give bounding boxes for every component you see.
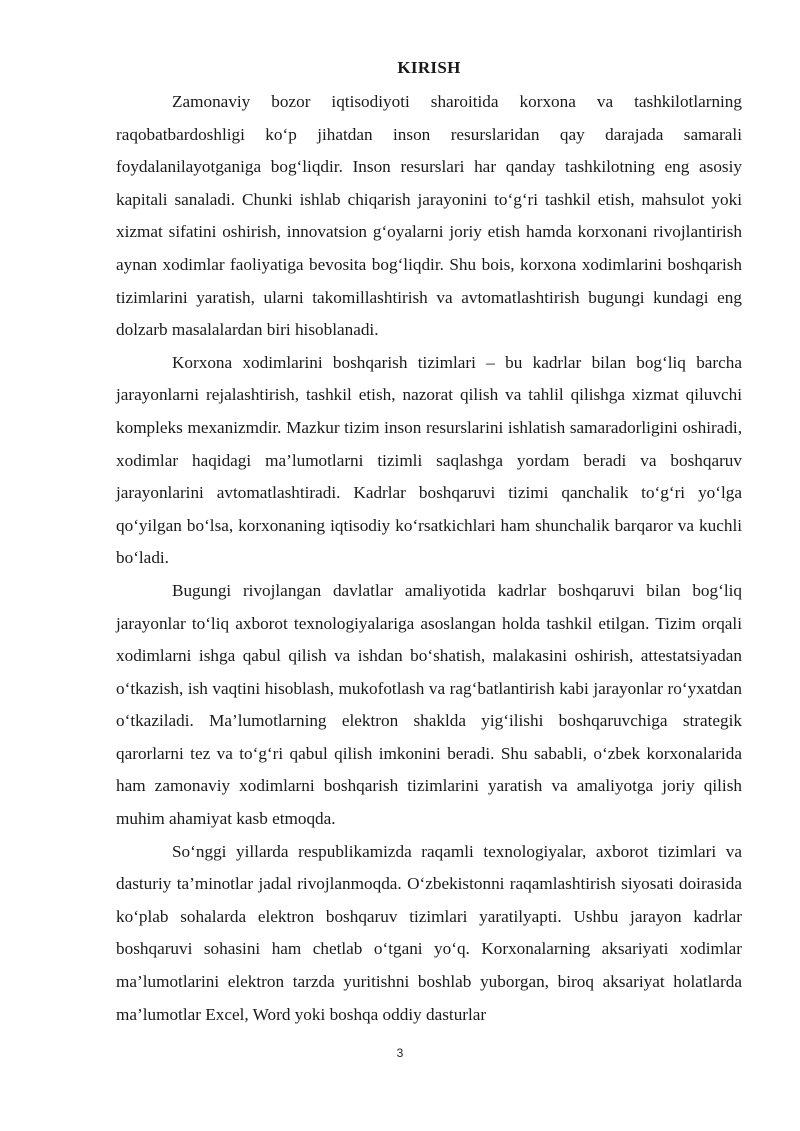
page-number: 3 [396,1046,404,1060]
paragraph-3: Bugungi rivojlangan davlatlar amaliyotida kadrlar boshqaruvi bilan bog‘liq jarayonlar to‘liq axborot texnologiyalariga asoslangan holda tashkil etilgan. Tizim orqali xodimlarni ishga qabul qilish va ishdan bo‘shatish, malakasini oshirish, attestatsiyadan o‘tkazish, ish vaqtini hisoblash, mukofotlash va rag‘batlantirish kabi jarayonlar ro‘yxatdan o‘tkaziladi. Ma’lumotlarning elektron shaklda yig‘ilishi boshqaruvchiga strategik qarorlarni tez va to‘g‘ri qabul qilish imkonini beradi. Shu sababli, o‘zbek korxonalarida ham zamonaviy xodimlarni boshqarish tizimlarini yaratish va amaliyotga joriy qilish muhim ahamiyat kasb etmoqda. [116,580,742,829]
paragraph-1: Zamonaviy bozor iqtisodiyoti sharoitida korxona va tashkilotlarning raqobatbardoshligi ko‘p jihatdan inson resurslaridan qay darajada samarali foydalanilayotganiga bog‘liqdir. Inson resurslari har qanday tashkilotning eng asosiy kapitali sanaladi. Chunki ishlab chiqarish jarayonini to‘g‘ri tashkil etish, mahsulot yoki xizmat sifatini oshirish, innovatsion g‘oyalarni joriy etish hamda korxonani rivojlantirish aynan xodimlar faoliyatiga bevosita bog‘liqdir. Shu bois, korxona xodimlarini boshqarish tizimlarini yaratish, ularni takomillashtirish va avtomatlashtirish bugungi kundagi eng dolzarb masalalardan biri hisoblanadi. [116,92,742,340]
paragraph-2: Korxona xodimlarini boshqarish tizimlari – bu kadrlar bilan bog‘liq barcha jarayonlarni rejalashtirish, tashkil etish, nazorat qilish va tahlil qilishga xizmat qiluvchi kompleks mexanizmdir. Mazkur tizim inson resurslarini ishlatish samaradorligini oshiradi, xodimlar haqidagi ma’lumotlarni tizimli saqlashga yordam beradi va boshqaruv jarayonlarini avtomatlashtiradi. Kadrlar boshqaruvi tizimi qanchalik to‘g‘ri yo‘lga qo‘yilgan bo‘lsa, korxonaning iqtisodiy ko‘rsatkichlari ham shunchalik barqaror va kuchli bo‘ladi. [116,352,742,568]
document-page [116,56,742,1031]
section-heading: KIRISH [397,58,461,77]
paragraph-4: So‘nggi yillarda respublikamizda raqamli texnologiyalar, axborot tizimlari va dasturiy ta’minotlar jadal rivojlanmoqda. O‘zbekistonni raqamlashtirish siyosati doirasida ko‘plab sohalarda elektron boshqaruv tizimlari yaratilyapti. Ushbu jarayon kadrlar boshqaruvi sohasini ham chetlab o‘tgani yo‘q. Korxonalarning aksariyati xodimlar ma’lumotlarini elektron tarzda yuritishni boshlab yuborgan, biroq aksariyat holatlarda ma’lumotlar Excel, Word yoki boshqa oddiy dasturlar [116,841,742,1024]
